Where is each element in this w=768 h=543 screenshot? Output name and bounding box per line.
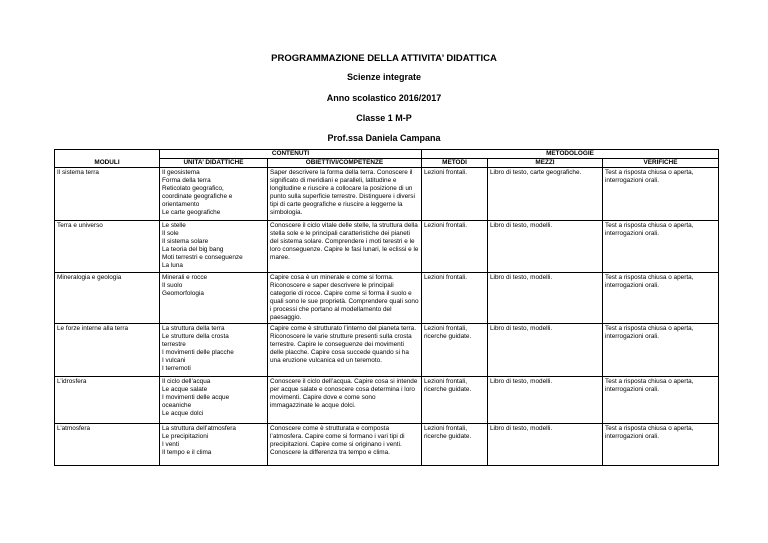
metodi-cell bbox=[422, 324, 488, 377]
mezzi-text: Libro di testo, carte geografiche. bbox=[490, 169, 582, 176]
unita-line: La teoria del big bang bbox=[162, 245, 224, 253]
unita-line: Minerali e rocce bbox=[162, 274, 208, 281]
unita-line: Le precipitazioni bbox=[162, 432, 209, 440]
obiettivi-text: Conoscere il ciclo dell’acqua. Capire cosa si intende per acque salate e conoscere cosa determina i loro movimenti. Capire dove e come sono immagazzinate le acque dolci. bbox=[270, 378, 418, 409]
col-header-unita: UNITA’ DIDATTICHE bbox=[160, 159, 268, 168]
modulo-text: Terra e universo bbox=[57, 222, 103, 229]
verifiche-cell bbox=[603, 324, 719, 377]
unita-line: Geomorfologia bbox=[162, 289, 204, 297]
modulo-text: L’atmosfera bbox=[57, 425, 91, 432]
unita-line: Il suolo bbox=[162, 281, 183, 289]
obiettivi-text: Capire come è strutturato l’interno del pianeta terra. Riconoscere le varie strutture presenti sulla crosta terrestre. Capire le conseguenze dei movimenti delle placche. Capire cosa succede quando si ha una eruzione vulcanica ed un teremoto. bbox=[270, 325, 416, 364]
verifiche-text: Test a risposta chiusa o aperta, interrogazioni orali. bbox=[605, 325, 694, 340]
metodi-text: Lezioni frontali. bbox=[424, 274, 467, 281]
verifiche-cell bbox=[603, 424, 719, 466]
unita-line: I movimenti delle placche bbox=[162, 348, 234, 356]
verifiche-text: Test a risposta chiusa o aperta, interrogazioni orali. bbox=[605, 274, 694, 289]
document-title: PROGRAMMAZIONE DELLA ATTIVITA’ DIDATTICA bbox=[271, 53, 497, 64]
col-header-mezzi: MEZZI bbox=[488, 159, 603, 168]
metodi-cell bbox=[422, 168, 488, 221]
unita-line: La struttura dell’atmosfera bbox=[162, 425, 236, 432]
modulo-cell bbox=[55, 377, 160, 424]
obiettivi-text: Conoscere come è strutturata e composta l’atmosfera. Capire come si formano i vari tipi di precipitazioni. Capire come si originano i venti. Conoscere la differenza tra tempo e clima. bbox=[270, 425, 405, 456]
mezzi-cell bbox=[488, 221, 603, 273]
mezzi-cell bbox=[488, 424, 603, 466]
col-header-moduli: MODULI bbox=[55, 159, 160, 168]
unita-line: coordinate geografiche e bbox=[162, 192, 233, 200]
verifiche-text: Test a risposta chiusa o aperta, interrogazioni orali. bbox=[605, 222, 694, 237]
mezzi-cell bbox=[488, 324, 603, 377]
unita-line: Le acque dolci bbox=[162, 409, 204, 417]
mezzi-text: Libro di testo, modelli. bbox=[490, 425, 553, 432]
subject-heading: Scienze integrate bbox=[346, 72, 422, 82]
modulo-cell bbox=[55, 168, 160, 221]
unita-cell bbox=[160, 168, 268, 221]
modulo-cell bbox=[55, 221, 160, 273]
metodologie-group-header: METODOLOGIE bbox=[422, 150, 719, 159]
mezzi-text: Libro di testo, modelli. bbox=[490, 222, 553, 229]
unita-line: Il geosistema bbox=[162, 169, 200, 176]
verifiche-cell bbox=[603, 221, 719, 273]
metodi-cell bbox=[422, 273, 488, 324]
unita-line: Le stelle bbox=[162, 222, 186, 229]
modulo-cell bbox=[55, 273, 160, 324]
obiettivi-text: Capire cosa è un minerale e come si forma. Riconoscere e saper descrivere le principali categorie di rocce. Capire come si forma il suolo e quali sono le sue proprietà. Comprendere quali sono i processi che portano al modellamento del paesaggio. bbox=[270, 274, 419, 321]
unita-line: La struttura della terra bbox=[162, 325, 225, 332]
obiettivi-text: Conoscere il ciclo vitale delle stelle, la struttura della stella sole e le principali caratteristiche dei pianeti del sistema solare. Comprendere i moti terestri e le loro conseguenze. Capire le fasi lunari, le eclissi e le maree. bbox=[270, 222, 419, 261]
unita-cell bbox=[160, 221, 268, 273]
unita-line: Le strutture della crosta bbox=[162, 332, 229, 340]
mezzi-text: Libro di testo, modelli. bbox=[490, 378, 553, 385]
mezzi-text: Libro di testo, modelli. bbox=[490, 325, 553, 332]
contenuti-group-header: CONTENUTI bbox=[160, 150, 422, 159]
unita-line: Il sole bbox=[162, 229, 179, 237]
unita-line: Il ciclo dell’acqua bbox=[162, 378, 211, 385]
metodi-text: Lezioni frontali, ricerche guidate. bbox=[424, 425, 472, 440]
modulo-text: Mineralogia e geologia bbox=[57, 274, 122, 281]
unita-line: I terremoti bbox=[162, 364, 191, 372]
table-row bbox=[55, 424, 719, 466]
unita-line: orientamento bbox=[162, 200, 200, 208]
unita-line: Forma della terra bbox=[162, 176, 211, 184]
col-header-metodi: METODI bbox=[422, 159, 488, 168]
unita-cell bbox=[160, 377, 268, 424]
metodi-text: Lezioni frontali. bbox=[424, 222, 467, 229]
table-row bbox=[55, 273, 719, 324]
metodi-text: Lezioni frontali, ricerche guidate. bbox=[424, 325, 472, 340]
obiettivi-cell bbox=[268, 377, 422, 424]
unita-cell bbox=[160, 324, 268, 377]
unita-line: oceaniche bbox=[162, 401, 192, 409]
metodi-text: Lezioni frontali, ricerche guidate. bbox=[424, 378, 472, 393]
modulo-cell bbox=[55, 324, 160, 377]
metodi-cell bbox=[422, 424, 488, 466]
modulo-text: L’idrosfera bbox=[57, 378, 87, 385]
unita-line: Reticolato geografico, bbox=[162, 184, 224, 192]
unita-line: La luna bbox=[162, 261, 183, 269]
verifiche-text: Test a risposta chiusa o aperta, interrogazioni orali. bbox=[605, 169, 694, 184]
programme-table bbox=[54, 149, 719, 466]
obiettivi-cell bbox=[268, 273, 422, 324]
obiettivi-text: Saper descrivere la forma della terra. Conoscere il significato di meridiani e paralleli, latitudine e longitudine e riuscire a collocare la posizione di un punto sulla superficie terrestre. Distinguere i diversi tipi di carte geografiche e riuscire a leggerne la simbologia. bbox=[270, 169, 415, 216]
obiettivi-cell bbox=[268, 324, 422, 377]
modulo-cell bbox=[55, 424, 160, 466]
metodi-cell bbox=[422, 221, 488, 273]
verifiche-text: Test a risposta chiusa o aperta, interrogazioni orali. bbox=[605, 378, 694, 393]
unita-cell bbox=[160, 424, 268, 466]
unita-line: Le acque salate bbox=[162, 385, 208, 393]
mezzi-cell bbox=[488, 377, 603, 424]
obiettivi-cell bbox=[268, 424, 422, 466]
table-row bbox=[55, 324, 719, 377]
table-row bbox=[55, 168, 719, 221]
moduli-group-cell bbox=[55, 150, 160, 159]
verifiche-cell bbox=[603, 168, 719, 221]
verifiche-cell bbox=[603, 273, 719, 324]
mezzi-cell bbox=[488, 168, 603, 221]
metodi-text: Lezioni frontali. bbox=[424, 169, 467, 176]
table-row bbox=[55, 377, 719, 424]
unita-line: I vulcani bbox=[162, 356, 186, 364]
verifiche-text: Test a risposta chiusa o aperta, interrogazioni orali. bbox=[605, 425, 694, 440]
unita-line: I movimenti delle acque bbox=[162, 393, 230, 401]
unita-line: Moti terrestri e conseguenze bbox=[162, 253, 243, 261]
col-header-verifiche: VERIFICHE bbox=[603, 159, 719, 168]
class-heading: Classe 1 M-P bbox=[356, 113, 412, 123]
school-year-heading: Anno scolastico 2016/2017 bbox=[326, 93, 442, 103]
obiettivi-cell bbox=[268, 221, 422, 273]
mezzi-cell bbox=[488, 273, 603, 324]
metodi-cell bbox=[422, 377, 488, 424]
mezzi-text: Libro di testo, modelli. bbox=[490, 274, 553, 281]
unita-line: Il sistema solare bbox=[162, 237, 209, 245]
verifiche-cell bbox=[603, 377, 719, 424]
teacher-heading: Prof.ssa Daniela Campana bbox=[327, 133, 441, 143]
obiettivi-cell bbox=[268, 168, 422, 221]
unita-line: Le carte geografiche bbox=[162, 208, 221, 216]
unita-line: terrestre bbox=[162, 340, 186, 348]
modulo-text: Le forze interne alla terra bbox=[57, 325, 129, 332]
unita-line: Il tempo e il clima bbox=[162, 448, 212, 456]
table-row bbox=[55, 221, 719, 273]
unita-line: I venti bbox=[162, 440, 180, 448]
modulo-text: Il sistema terra bbox=[57, 169, 99, 176]
col-header-obiettivi: OBIETTIVI/COMPETENZE bbox=[268, 159, 422, 168]
unita-cell bbox=[160, 273, 268, 324]
